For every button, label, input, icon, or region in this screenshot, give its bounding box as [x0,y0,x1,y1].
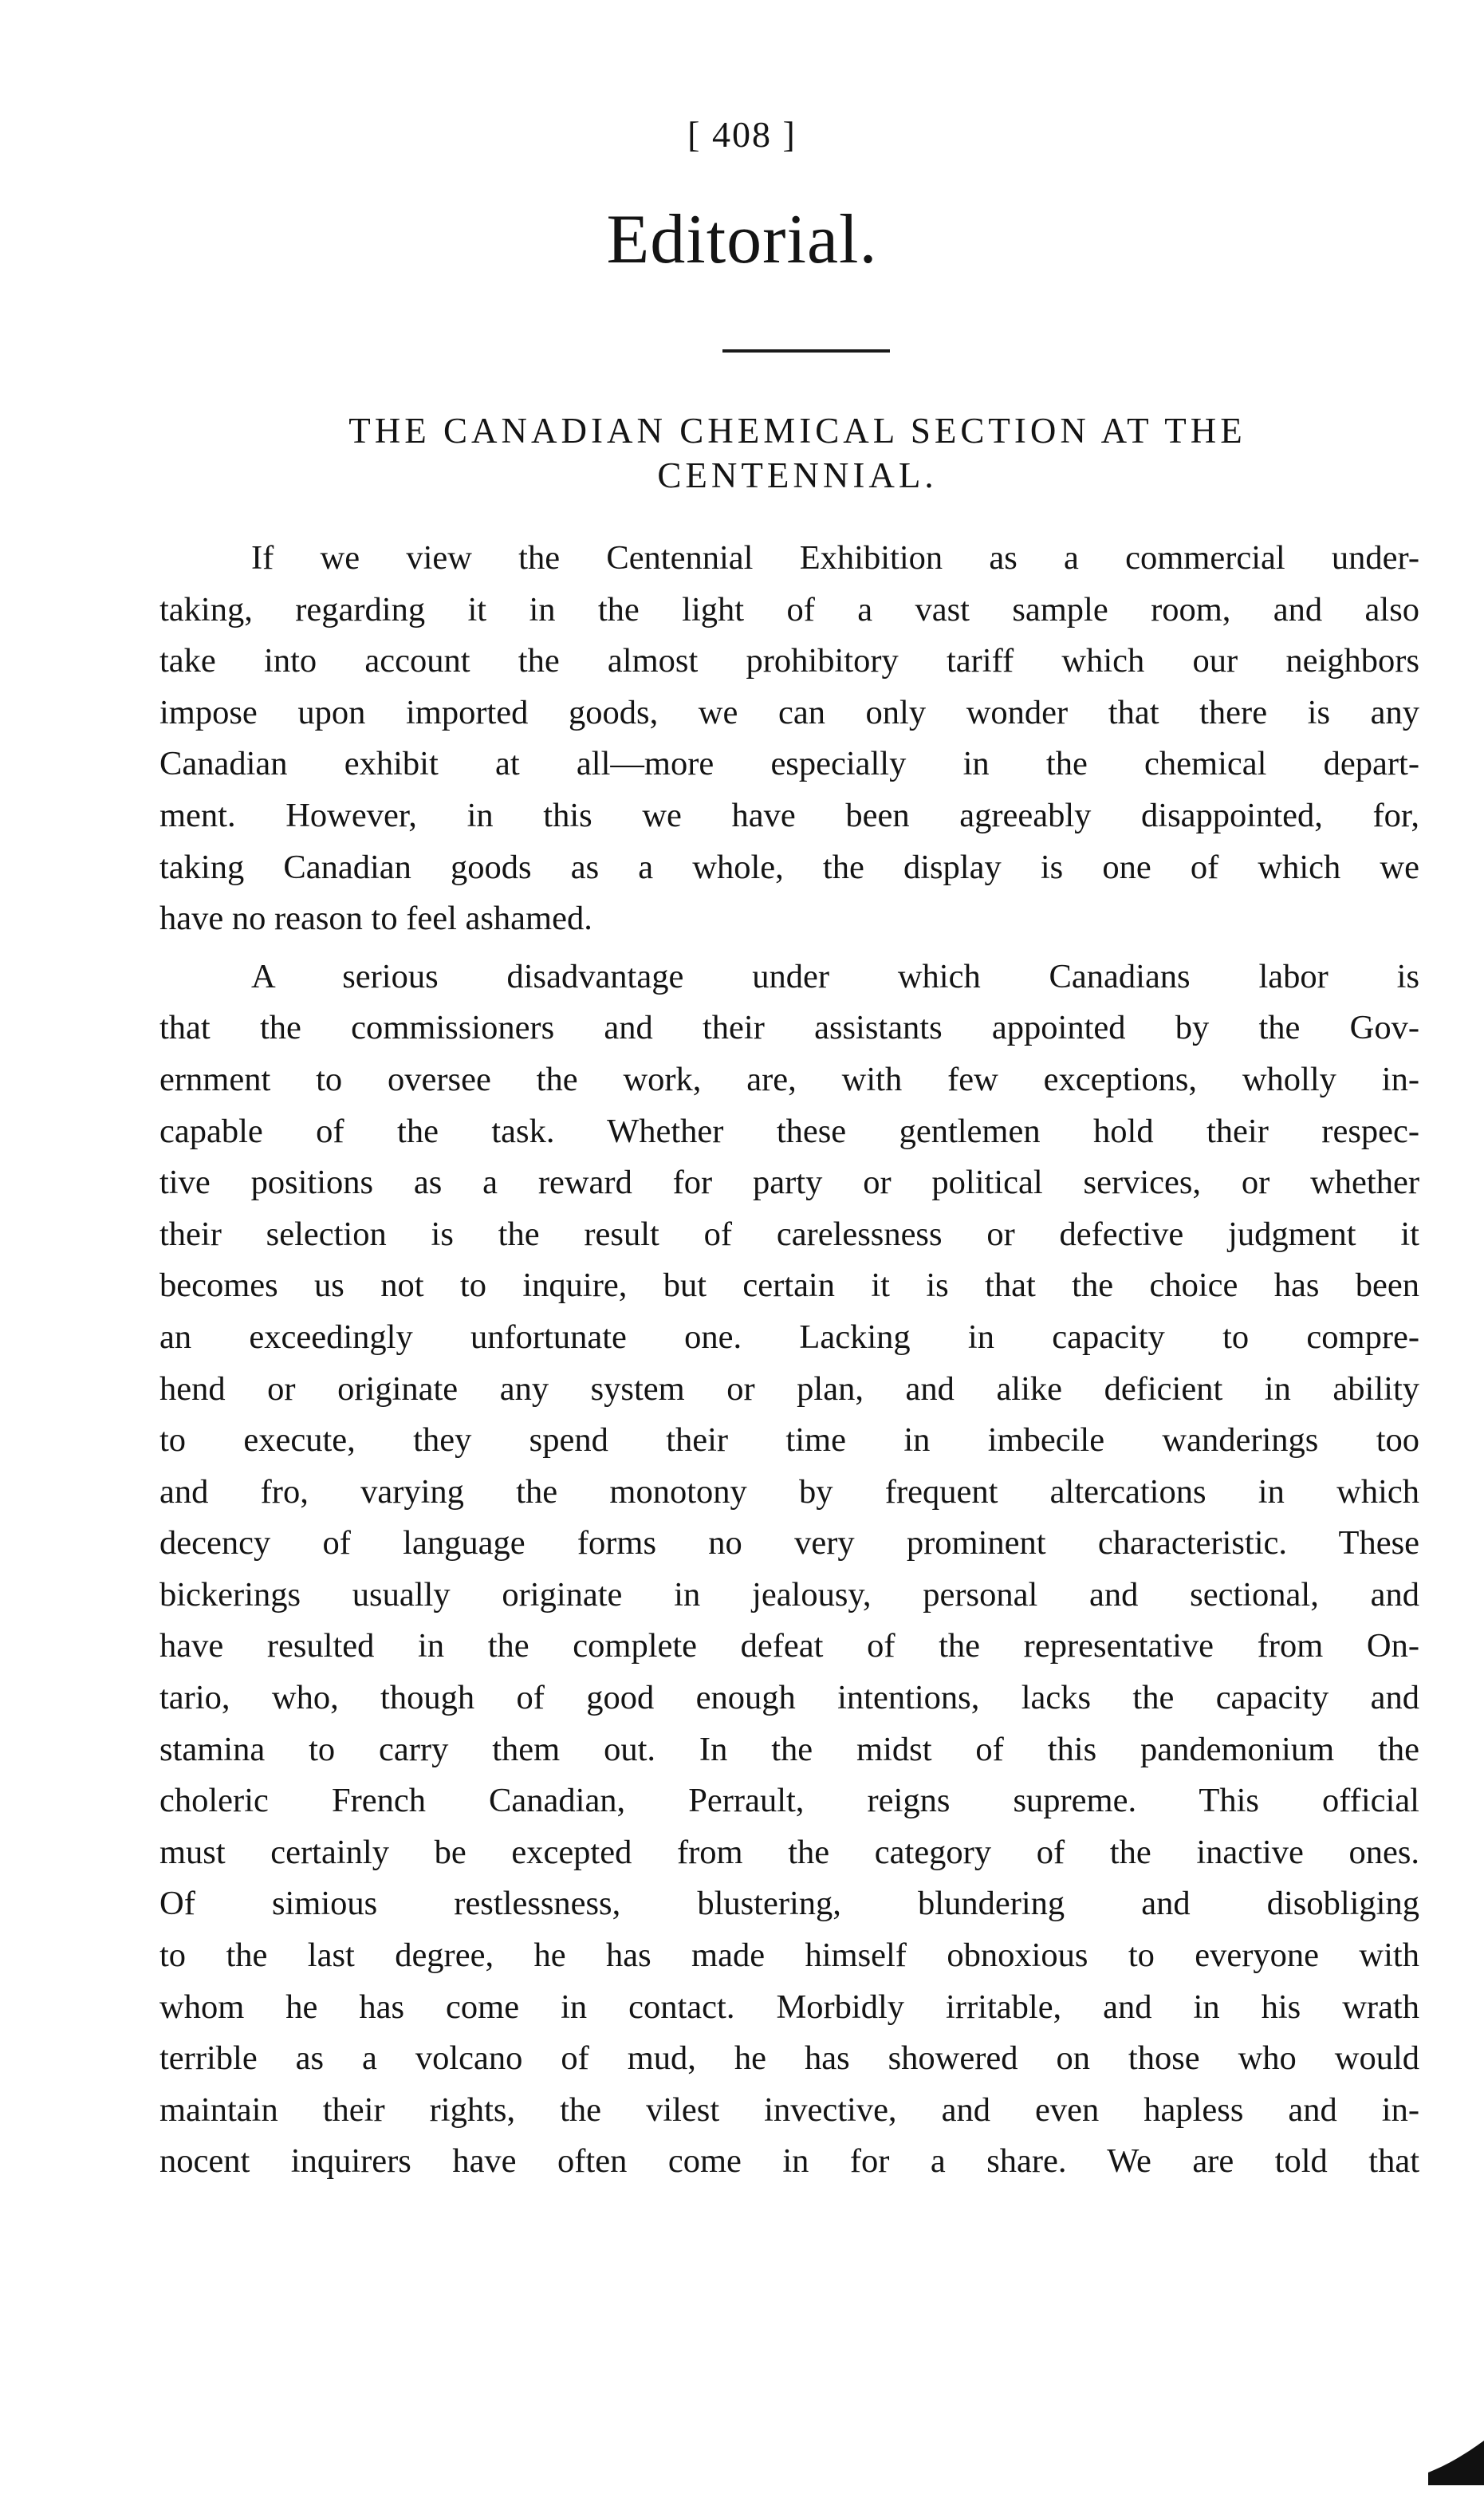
text-line: stamina to carry them out. In the midst of this pandemonium the [159,1730,1419,1768]
text-line: If we view the Centennial Exhibition as a commercial under- [251,539,1419,577]
text-line: ernment to oversee the work, are, with few exceptions, wholly in- [159,1060,1419,1098]
text-line: to execute, they spend their time in imbecile wanderings too [159,1421,1419,1460]
paragraph [159,952,1419,2188]
text-line: terrible as a volcano of mud, he has showered on those who would [159,2039,1419,2078]
text-line: must certainly be excepted from the category of the inactive ones. [159,1833,1419,1871]
text-line: Of simious restlessness, blustering, blundering and disobliging [159,1885,1419,1923]
text-line: ment. However, in this we have been agreeably disappointed, for, [159,796,1419,834]
article-title [239,408,1356,498]
text-line: choleric French Canadian, Perrault, reigns supreme. This official [159,1782,1419,1820]
text-line: Canadian exhibit at all—more especially in the chemical depart- [159,745,1419,783]
text-line: decency of language forms no very prominent characteristic. These [159,1524,1419,1562]
text-line: and fro, varying the monotony by frequent altercations in which [159,1472,1419,1511]
text-line: tive positions as a reward for party or political services, or whether [159,1164,1419,1202]
text-line: bickerings usually originate in jealousy, personal and sectional, and [159,1575,1419,1614]
text-line: have resulted in the complete defeat of the representative from On- [159,1627,1419,1665]
article-title-line: CENTENNIAL. [657,455,938,495]
text-line: maintain their rights, the vilest invective, and even hapless and in- [159,2090,1419,2129]
text-line: take into account the almost prohibitory tariff which our neighbors [159,642,1419,680]
page-number: [ 408 ] [687,114,797,155]
section-heading: Editorial. [606,201,878,278]
text-line: taking Canadian goods as a whole, the display is one of which we [159,848,1419,886]
heading-divider [722,349,890,353]
text-line: A serious disadvantage under which Canadians labor is [251,957,1419,995]
paragraph [159,533,1419,945]
article-body [159,533,1419,2188]
text-line: becomes us not to inquire, but certain it is that the choice has been [159,1267,1419,1305]
text-line: taking, regarding it in the light of a vast sample room, and also [159,590,1419,628]
text-line: capable of the task. Whether these gentlemen hold their respec- [159,1112,1419,1150]
text-line: have no reason to feel ashamed. [159,900,592,938]
text-line: their selection is the result of carelessness or defective judgment it [159,1215,1419,1253]
paragraph-gap [159,945,1419,952]
text-line: nocent inquirers have often come in for a share. We are told that [159,2142,1419,2181]
article-title-line: THE CANADIAN CHEMICAL SECTION AT THE [348,411,1246,451]
text-line: an exceedingly unfortunate one. Lacking in capacity to compre- [159,1318,1419,1356]
text-line: that the commissioners and their assistants appointed by the Gov- [159,1009,1419,1047]
text-line: tario, who, though of good enough intentions, lacks the capacity and [159,1679,1419,1717]
page-edge-shadow [1428,2441,1484,2485]
text-line: to the last degree, he has made himself obnoxious to everyone with [159,1937,1419,1975]
text-line: whom he has come in contact. Morbidly irritable, and in his wrath [159,1988,1419,2026]
text-line: impose upon imported goods, we can only wonder that there is any [159,693,1419,731]
text-line: hend or originate any system or plan, and alike deficient in ability [159,1369,1419,1408]
